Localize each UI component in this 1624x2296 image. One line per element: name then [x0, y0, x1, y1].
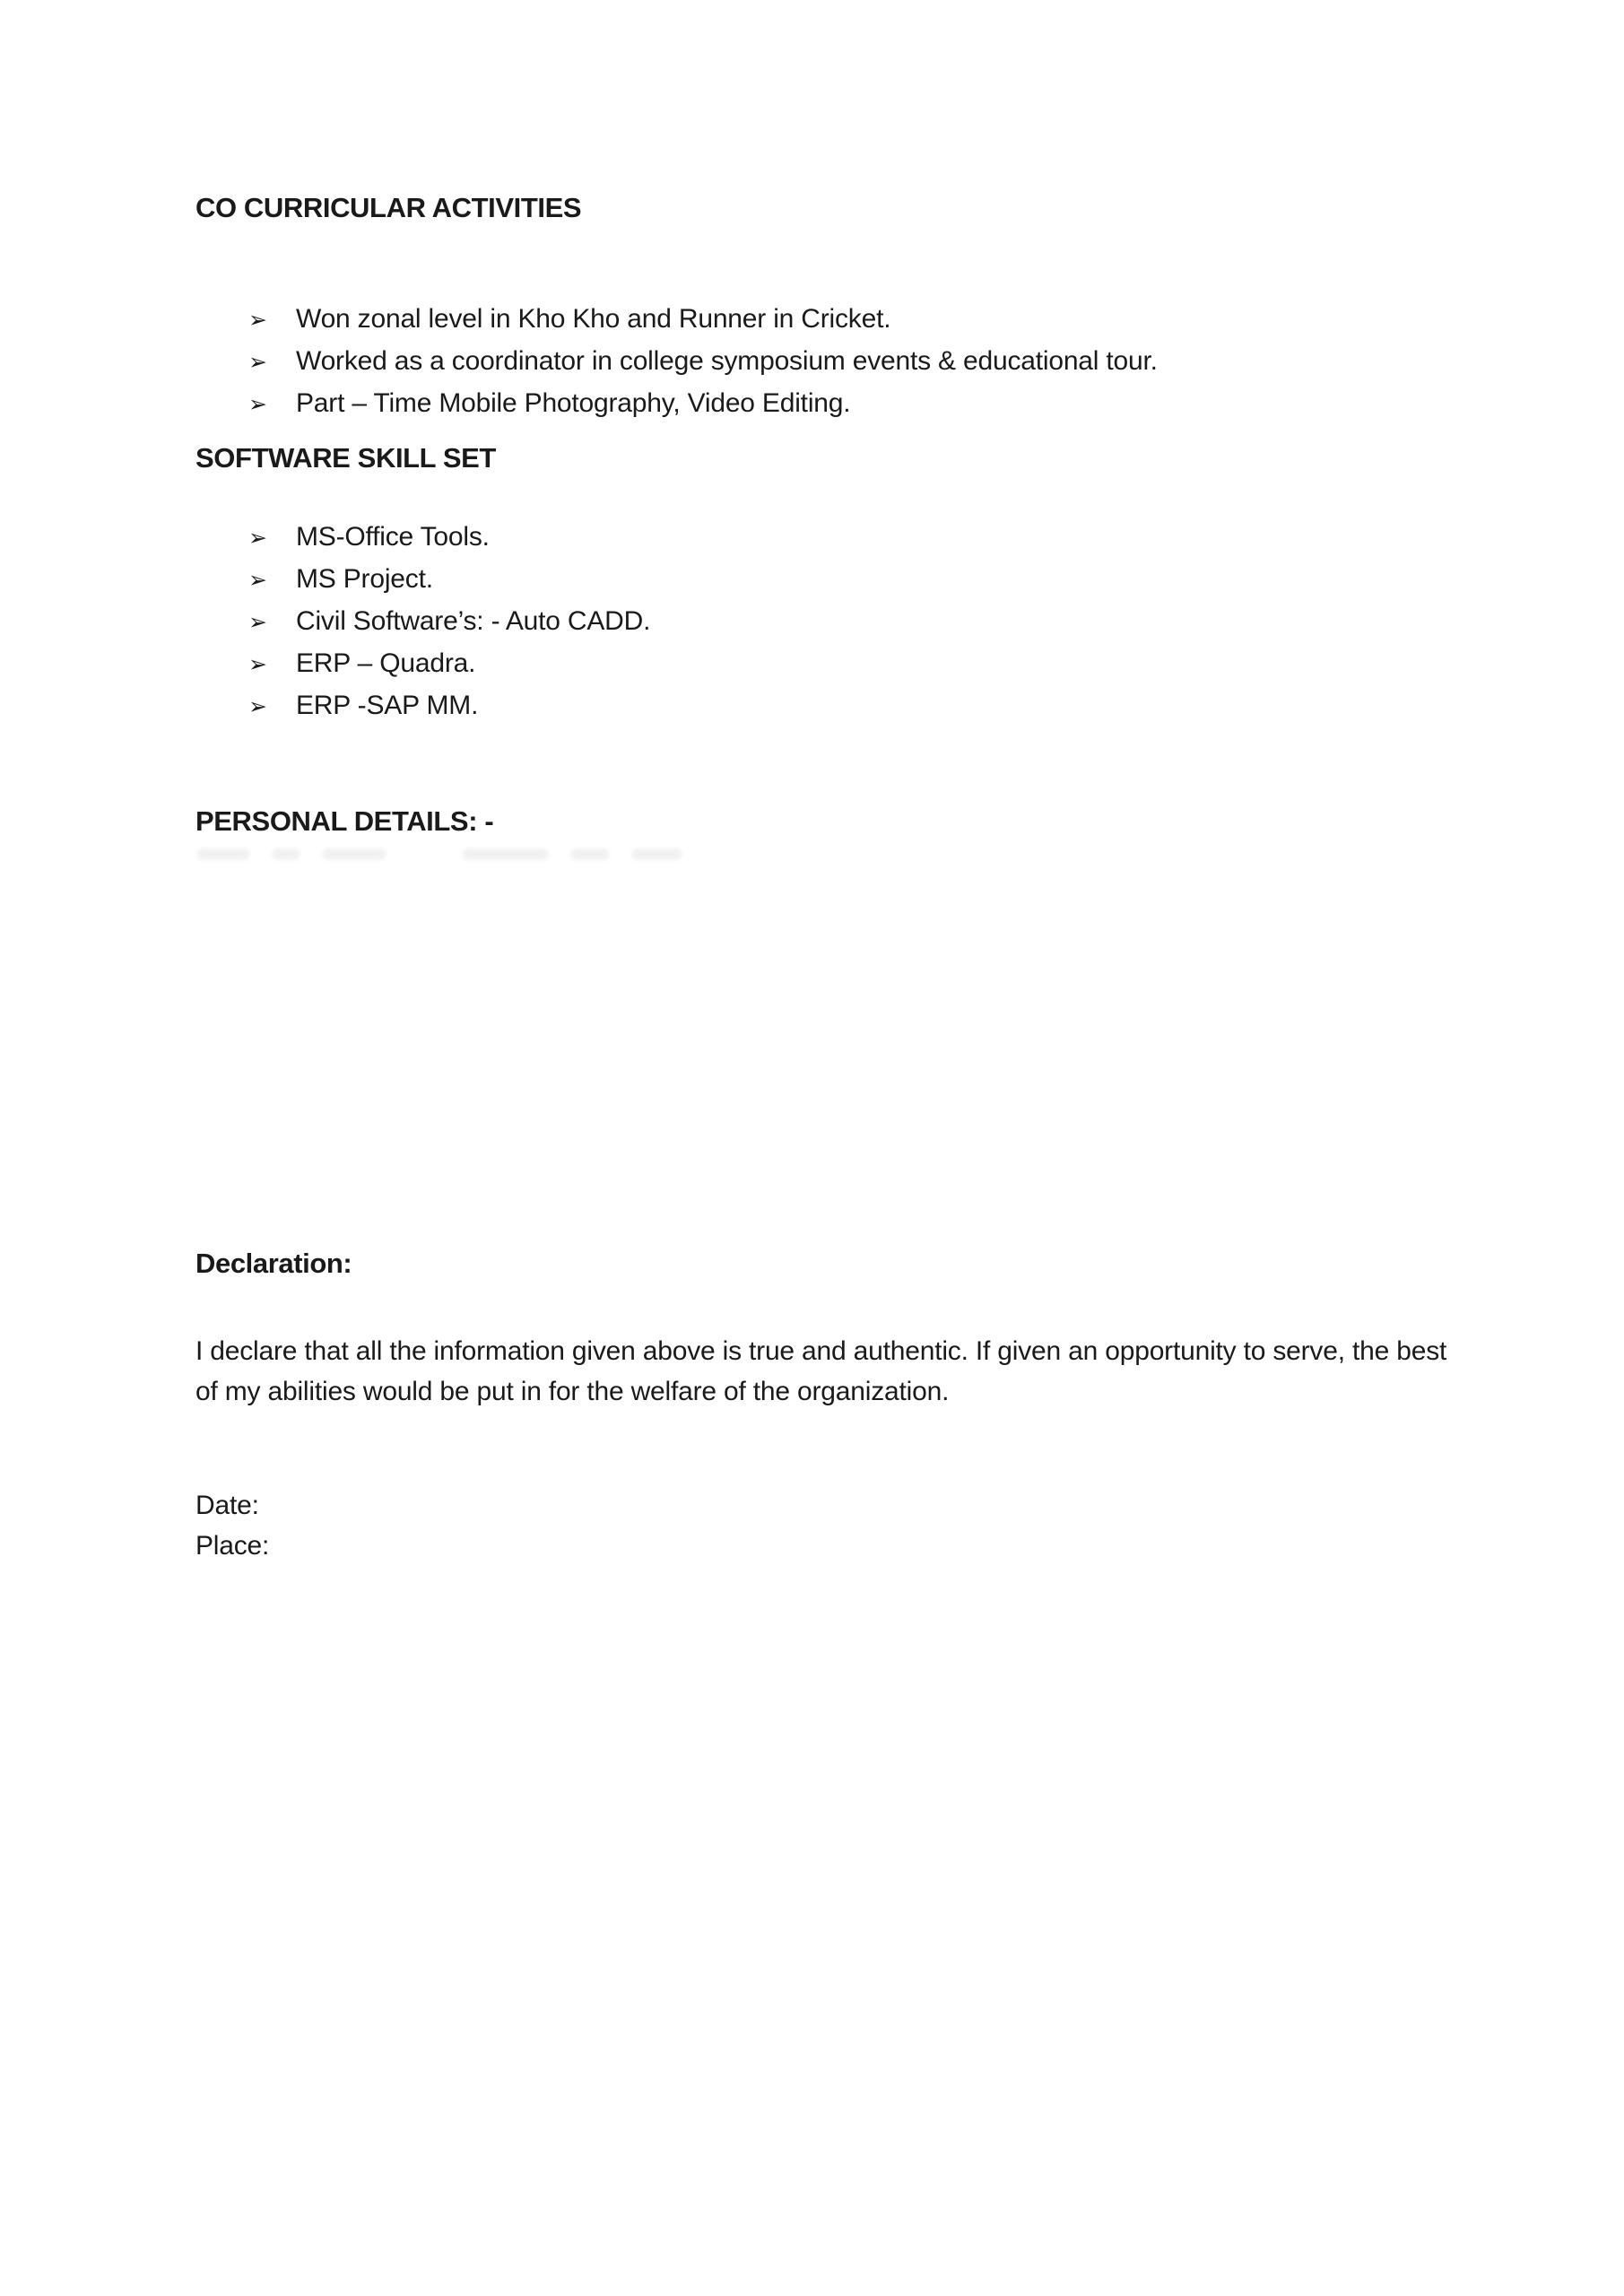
bullet-item-text: ERP – Quadra.: [296, 648, 476, 678]
arrow-bullet-icon: ➢: [248, 526, 267, 551]
bullet-item: [248, 601, 650, 643]
redacted-text-remnant: [197, 848, 682, 860]
bullet-item: [248, 341, 1158, 383]
arrow-bullet-icon: ➢: [248, 652, 267, 677]
signature-block: [195, 1485, 269, 1566]
co-curricular-bullet-list: [248, 299, 1158, 425]
date-label: Date:: [195, 1491, 259, 1520]
bullet-item: [248, 299, 1158, 341]
bullet-item-text: Part – Time Mobile Photography, Video Editing.: [296, 388, 851, 418]
bullet-item: [248, 643, 650, 685]
declaration-heading: Declaration:: [195, 1248, 352, 1279]
section-heading-personal-details: PERSONAL DETAILS: -: [195, 805, 494, 837]
bullet-item-text: MS-Office Tools.: [296, 522, 490, 552]
arrow-bullet-icon: ➢: [248, 350, 267, 375]
arrow-bullet-icon: ➢: [248, 694, 267, 719]
bullet-item: [248, 383, 1158, 425]
bullet-item-text: ERP -SAP MM.: [296, 691, 479, 720]
bullet-item-text: Worked as a coordinator in college symposium events & educational tour.: [296, 346, 1158, 376]
bullet-item-text: Civil Software’s: - Auto CADD.: [296, 606, 651, 636]
arrow-bullet-icon: ➢: [248, 308, 267, 333]
section-heading-software-skill-set: SOFTWARE SKILL SET: [195, 442, 496, 474]
section-heading-co-curricular-activities: CO CURRICULAR ACTIVITIES: [195, 192, 582, 223]
arrow-bullet-icon: ➢: [248, 392, 267, 417]
bullet-item: [248, 559, 650, 601]
bullet-item: [248, 685, 650, 727]
arrow-bullet-icon: ➢: [248, 568, 267, 593]
bullet-item-text: MS Project.: [296, 564, 433, 594]
place-label: Place:: [195, 1531, 270, 1561]
bullet-item-text: Won zonal level in Kho Kho and Runner in Cricket.: [296, 304, 891, 334]
bullet-item: [248, 517, 650, 559]
declaration-paragraph: I declare that all the information given above is true and authentic. If given an opportunity to serve, the best of my abilities would be put in for the welfare of the organization.: [195, 1336, 1447, 1406]
arrow-bullet-icon: ➢: [248, 610, 267, 635]
software-skill-bullet-list: [248, 517, 650, 727]
